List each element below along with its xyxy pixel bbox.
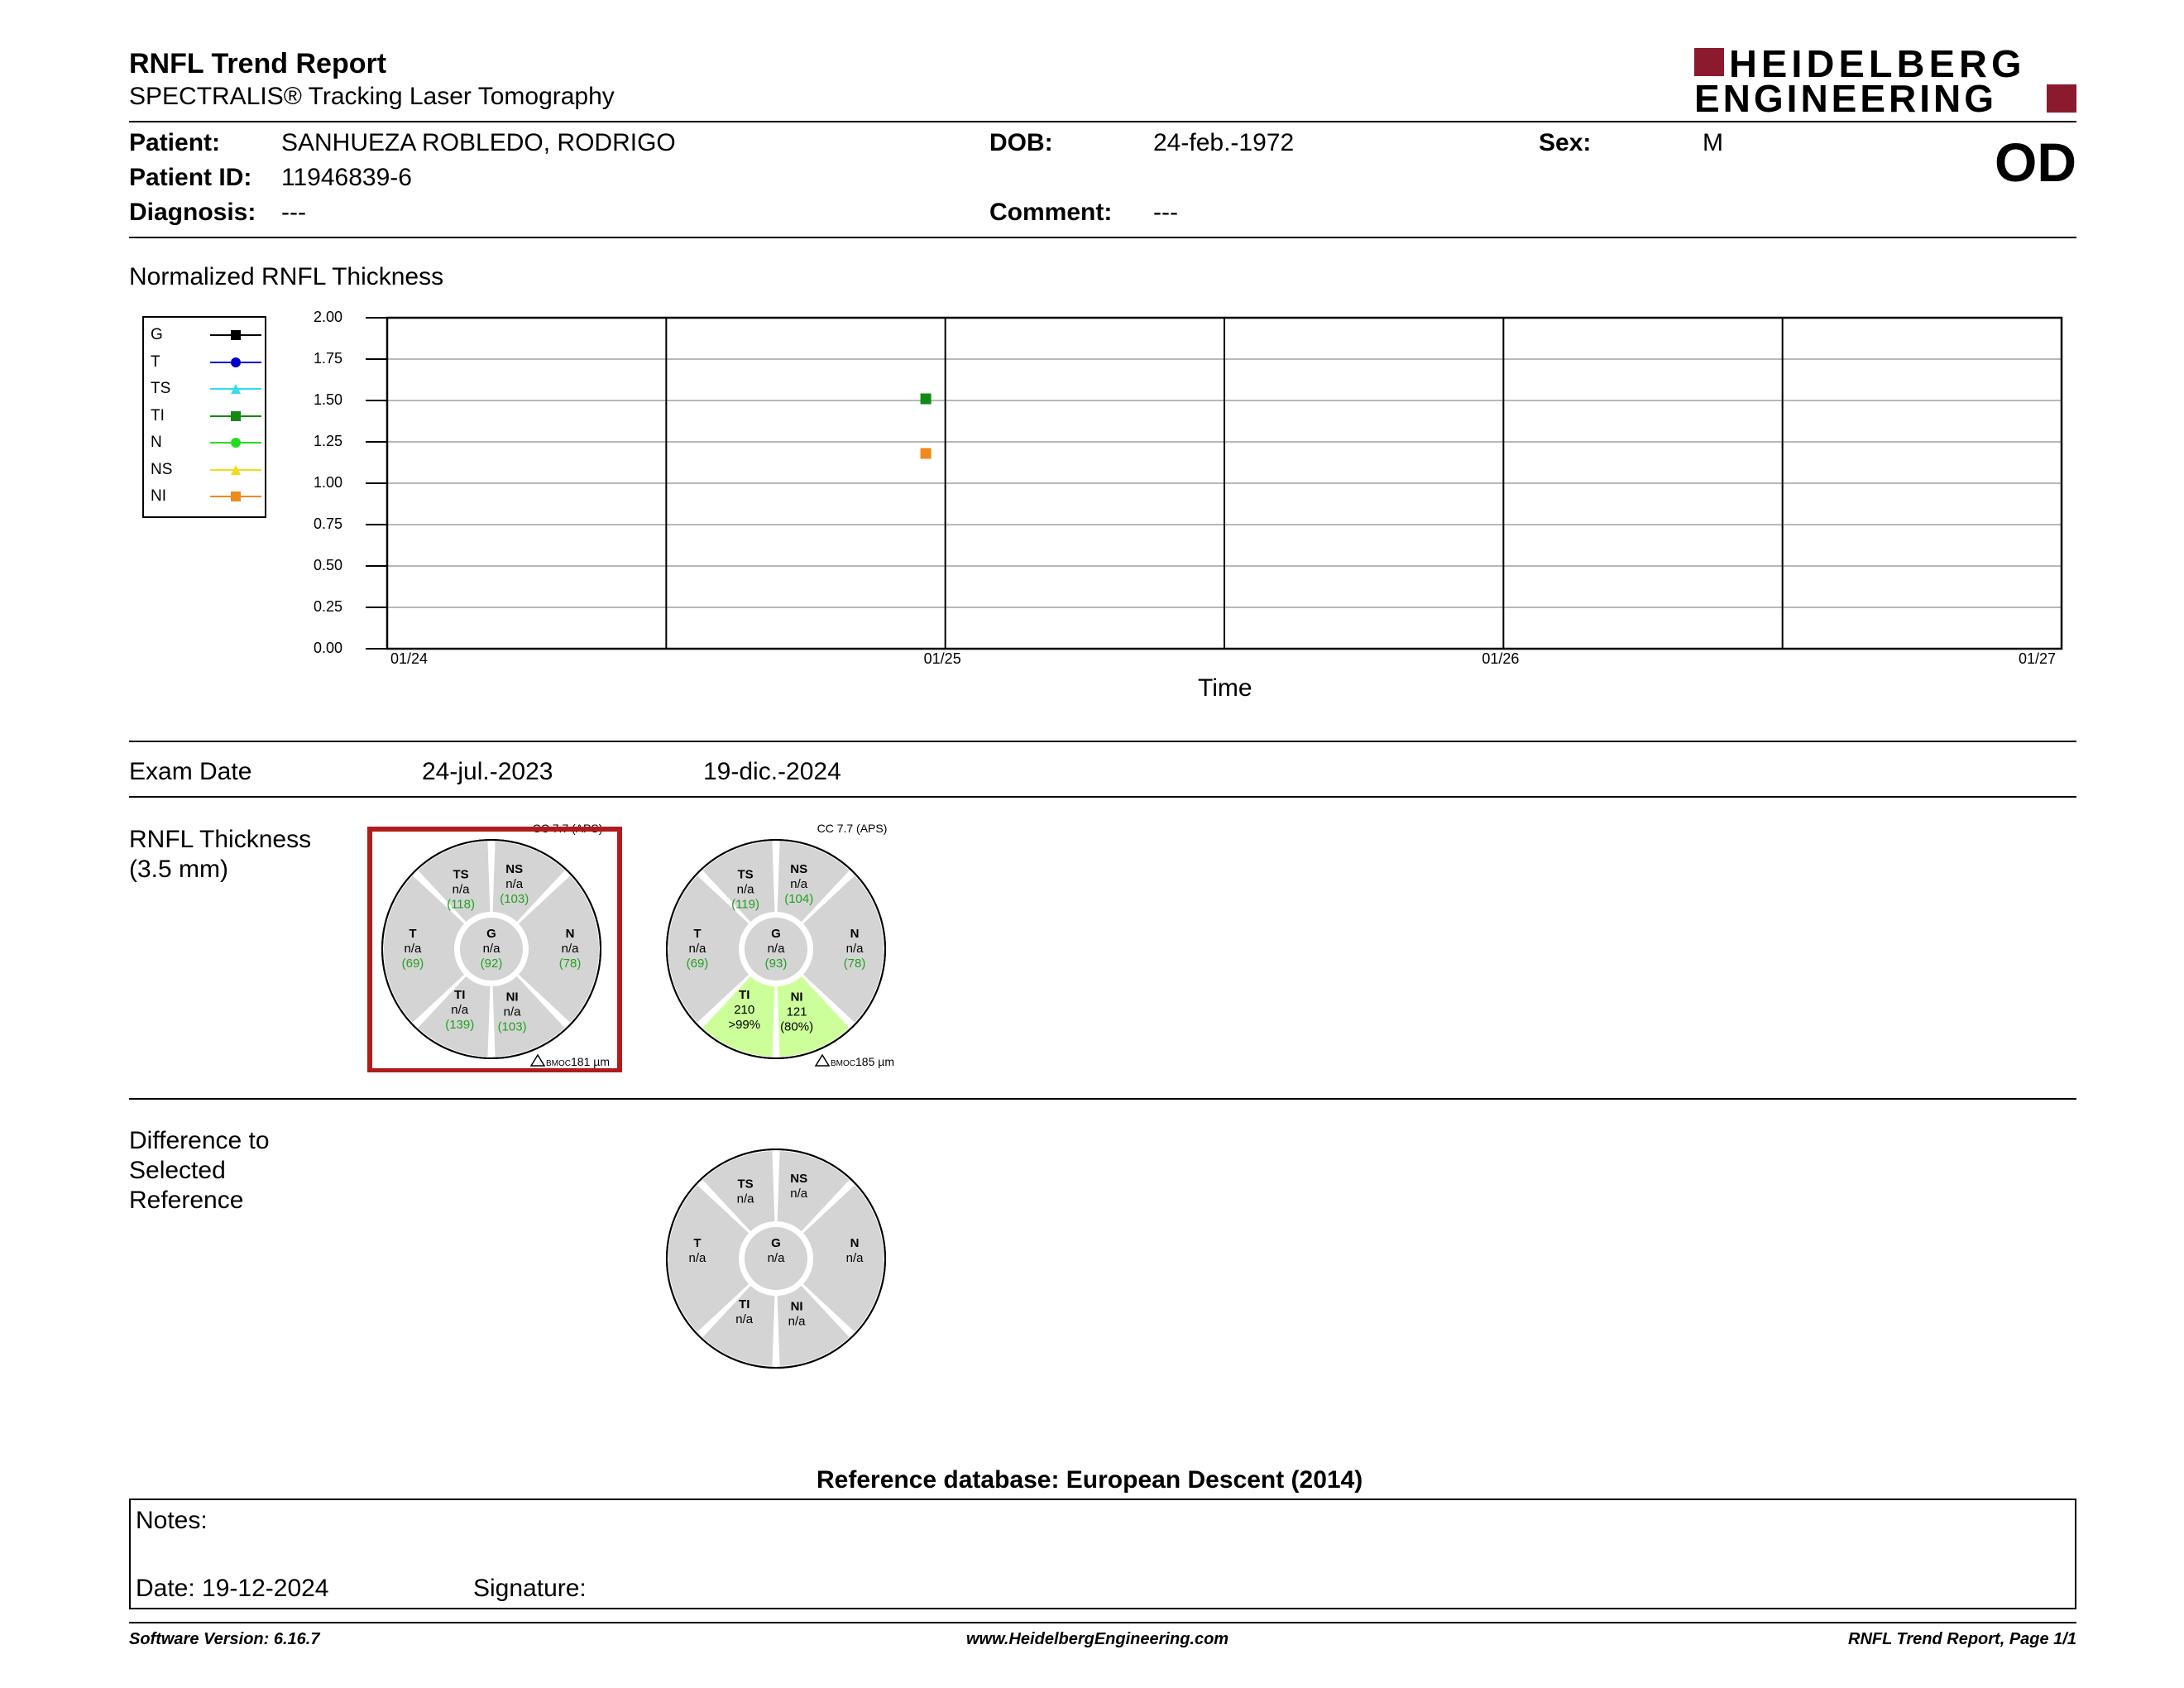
sector-label-ts: TS <box>737 867 754 882</box>
date-label: Date: 19-12-2024 <box>136 1575 329 1602</box>
legend-label: T <box>151 352 160 371</box>
rnfl-divider <box>129 1098 2076 1100</box>
sector-value: n/a <box>735 1312 754 1326</box>
sector-reference: (103) <box>500 892 529 907</box>
sector-value: 210 <box>734 1002 755 1017</box>
sector-label-t: T <box>693 1236 702 1250</box>
legend-label: TS <box>151 380 171 397</box>
sector-value: n/a <box>736 1192 754 1206</box>
sector-value: 121 <box>786 1005 807 1019</box>
sector-value: n/a <box>452 882 470 897</box>
sector-value: n/a <box>767 1251 785 1265</box>
sector-reference: (92) <box>480 957 503 971</box>
sector-reference: (104) <box>784 892 814 907</box>
sector-value: n/a <box>767 942 785 956</box>
sector-value: n/a <box>736 882 754 897</box>
cc-label: CC 7.7 (APS) <box>817 822 888 835</box>
diagnosis-value: --- <box>281 199 306 226</box>
exam-date-label: Exam Date <box>129 758 252 785</box>
sex-label: Sex: <box>1539 129 1592 156</box>
legend-label: N <box>151 434 162 451</box>
report-subtitle: SPECTRALIS® Tracking Laser Tomography <box>129 83 615 110</box>
sector-label-ni: NI <box>505 990 519 1005</box>
rnfl-label-2: (3.5 mm) <box>129 856 228 883</box>
sector-value: n/a <box>845 1251 864 1265</box>
bmoc-value: 185 µm <box>855 1055 894 1068</box>
eye-indicator: OD <box>1995 132 2076 193</box>
notes-label: Notes: <box>136 1507 208 1534</box>
legend-label: G <box>151 326 163 343</box>
sector-label-ti: TI <box>739 1297 750 1312</box>
sector-label-ns: NS <box>790 1172 808 1187</box>
bmoc-label: BMOC <box>546 1059 571 1068</box>
y-tick-label: 1.50 <box>313 391 342 408</box>
sector-reference: (139) <box>445 1017 475 1032</box>
sector-label-g: G <box>771 1236 781 1250</box>
sector-value: n/a <box>561 942 579 956</box>
sector-value: n/a <box>503 1005 521 1019</box>
patient-label: Patient: <box>129 129 221 156</box>
sector-reference: (118) <box>447 897 475 912</box>
sector-label-n: N <box>850 927 860 941</box>
sector-label-ti: TI <box>454 987 466 1002</box>
exam-divider-bottom <box>129 796 2076 798</box>
rnfl-circle-exam-1[interactable] <box>367 821 624 1072</box>
sector-label-ni: NI <box>790 1299 803 1314</box>
difference-label-3: Reference <box>129 1187 244 1214</box>
y-tick-label: 1.75 <box>313 350 342 367</box>
sector-reference: (69) <box>686 957 709 971</box>
legend-label: NS <box>151 460 173 478</box>
signature-label: Signature: <box>473 1575 587 1602</box>
report-title: RNFL Trend Report <box>129 48 387 79</box>
bmoc-triangle-icon <box>816 1055 829 1066</box>
comment-label: Comment: <box>989 199 1113 226</box>
y-tick-label: 0.75 <box>313 516 342 532</box>
patient-name: SANHUEZA ROBLEDO, RODRIGO <box>281 129 676 156</box>
sector-reference: (69) <box>401 957 424 971</box>
bmoc-label: BMOC <box>831 1059 855 1068</box>
x-tick-label: 01/27 <box>2019 650 2057 667</box>
bmoc-value: 181 µm <box>571 1055 610 1068</box>
bmoc-triangle-icon <box>531 1055 544 1066</box>
sector-value: n/a <box>788 1314 806 1329</box>
exam-divider-top <box>129 741 2076 742</box>
sector-reference: (119) <box>731 897 759 912</box>
sex-value: M <box>1703 129 1723 156</box>
sector-label-ns: NS <box>790 862 808 877</box>
logo-line-1: HEIDELBERG <box>1729 42 2026 85</box>
reference-database: Reference database: European Descent (2014) <box>817 1466 1363 1494</box>
data-point-ni <box>921 448 932 459</box>
sector-label-g: G <box>771 927 781 941</box>
sector-value: n/a <box>482 942 500 956</box>
sector-value: n/a <box>404 942 422 956</box>
legend-label: TI <box>151 406 165 424</box>
x-axis-label: Time <box>1198 674 1252 702</box>
sector-value: n/a <box>688 1251 706 1265</box>
sector-label-n: N <box>850 1236 860 1250</box>
rnfl-label-1: RNFL Thickness <box>129 826 312 853</box>
sector-reference: (93) <box>764 957 788 971</box>
website-link[interactable]: www.HeidelbergEngineering.com <box>966 1630 1229 1648</box>
sector-reference: (103) <box>497 1019 527 1034</box>
y-tick-label: 0.50 <box>313 557 342 573</box>
y-tick-label: 1.25 <box>313 433 342 449</box>
comment-value: --- <box>1153 199 1178 226</box>
sector-reference: (78) <box>558 957 582 971</box>
sector-label-ti: TI <box>739 987 750 1002</box>
software-version: Software Version: 6.16.7 <box>129 1630 320 1648</box>
sector-label-t: T <box>693 927 702 941</box>
sector-value: n/a <box>451 1002 469 1017</box>
exam-date-2: 19-dic.-2024 <box>703 758 841 785</box>
difference-label-2: Selected <box>129 1157 226 1184</box>
y-tick-label: 0.25 <box>313 598 342 615</box>
dob-value: 24-feb.-1972 <box>1153 129 1295 156</box>
difference-circle <box>652 1130 908 1382</box>
sector-value: n/a <box>688 942 706 956</box>
sector-label-ni: NI <box>790 990 803 1005</box>
sector-label-n: N <box>565 927 575 941</box>
exam-date-1: 24-jul.-2023 <box>422 758 553 785</box>
sector-value: n/a <box>505 877 524 892</box>
chart-title: Normalized RNFL Thickness <box>129 263 444 290</box>
footer-divider <box>129 1622 2076 1623</box>
patient-id: 11946839-6 <box>281 164 412 191</box>
diagnosis-label: Diagnosis: <box>129 199 256 226</box>
x-tick-label: 01/26 <box>1482 650 1520 667</box>
sector-reference: (80%) <box>780 1019 814 1034</box>
sector-label-t: T <box>409 927 417 941</box>
y-tick-label: 0.00 <box>313 640 342 656</box>
sector-label-g: G <box>486 927 496 941</box>
y-tick-label: 2.00 <box>313 309 342 325</box>
page-number: RNFL Trend Report, Page 1/1 <box>1848 1630 2076 1648</box>
sector-value: n/a <box>845 942 864 956</box>
difference-label-1: Difference to <box>129 1127 270 1154</box>
sector-value: n/a <box>790 877 808 892</box>
sector-label-ts: TS <box>453 867 469 882</box>
x-tick-label: 01/24 <box>390 650 429 667</box>
logo-line-2: ENGINEERING <box>1694 77 1998 120</box>
rnfl-circle-exam-2[interactable] <box>652 821 908 1072</box>
data-point-ti <box>921 394 932 405</box>
trend-chart <box>0 0 2184 745</box>
sector-label-ns: NS <box>505 862 524 877</box>
x-tick-label: 01/25 <box>923 650 961 667</box>
sector-label-ts: TS <box>737 1177 754 1192</box>
sector-value: n/a <box>790 1187 808 1201</box>
y-tick-label: 1.00 <box>313 474 342 491</box>
dob-label: DOB: <box>989 129 1053 156</box>
sector-reference: (78) <box>843 957 866 971</box>
legend-label: NI <box>151 487 166 505</box>
notes-box[interactable] <box>129 1499 2076 1609</box>
sector-reference: >99% <box>728 1017 761 1032</box>
cc-label: CC 7.7 (APS) <box>532 822 603 835</box>
patient-id-label: Patient ID: <box>129 164 252 191</box>
